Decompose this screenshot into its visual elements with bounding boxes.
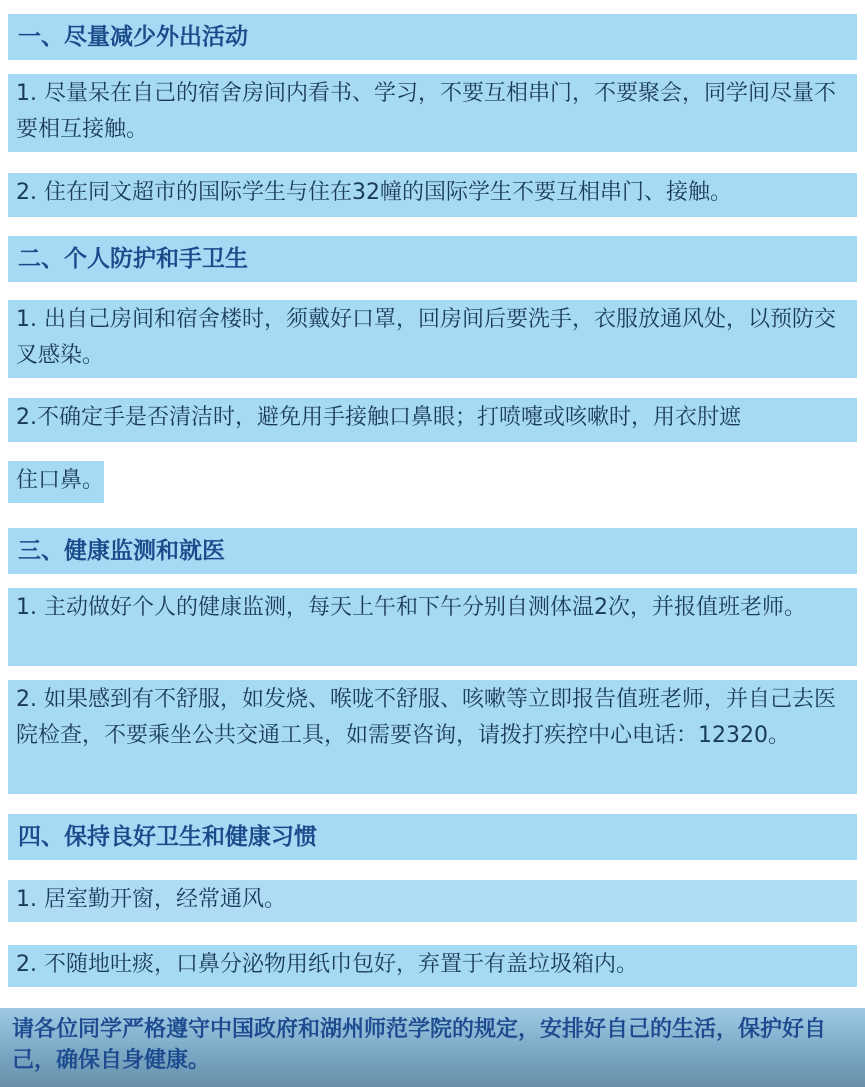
- section-3-item-1: 1. 主动做好个人的健康监测，每天上午和下午分别自测体温2次，并报值班老师。: [8, 588, 857, 666]
- section-2-item-1: 1. 出自己房间和宿舍楼时，须戴好口罩，回房间后要洗手，衣服放通风处，以预防交叉感染。: [8, 300, 857, 378]
- section-2-heading: 二、个人防护和手卫生: [8, 236, 857, 282]
- section-3-heading: 三、健康监测和就医: [8, 528, 857, 574]
- section-2-item-2: 2.不确定手是否清洁时，避免用手接触口鼻眼；打喷嚏或咳嗽时，用衣肘遮: [8, 398, 857, 442]
- footer-notice-text: 请各位同学严格遵守中国政府和湖州师范学院的规定，安排好自己的生活，保护好自己，确保自身健康。: [12, 1017, 827, 1073]
- section-4-heading: 四、保持良好卫生和健康习惯: [8, 814, 857, 860]
- footer-notice: [0, 1008, 865, 1087]
- section-1-item-2: 2. 住在同文超市的国际学生与住在32幢的国际学生不要互相串门、接触。: [8, 173, 857, 217]
- section-1-item-1: 1. 尽量呆在自己的宿舍房间内看书、学习，不要互相串门，不要聚会，同学间尽量不要相互接触。: [8, 74, 857, 152]
- section-3-item-2: 2. 如果感到有不舒服，如发烧、喉咙不舒服、咳嗽等立即报告值班老师，并自己去医院检查，不要乘坐公共交通工具，如需要咨询，请拨打疾控中心电话：12320。: [8, 680, 857, 794]
- section-4-item-1: 1. 居室勤开窗，经常通风。: [8, 880, 857, 922]
- section-1-heading: 一、尽量减少外出活动: [8, 14, 857, 60]
- section-2-item-2-continued: 住口鼻。: [8, 461, 104, 503]
- section-4-item-2: 2. 不随地吐痰，口鼻分泌物用纸巾包好，弃置于有盖垃圾箱内。: [8, 945, 857, 987]
